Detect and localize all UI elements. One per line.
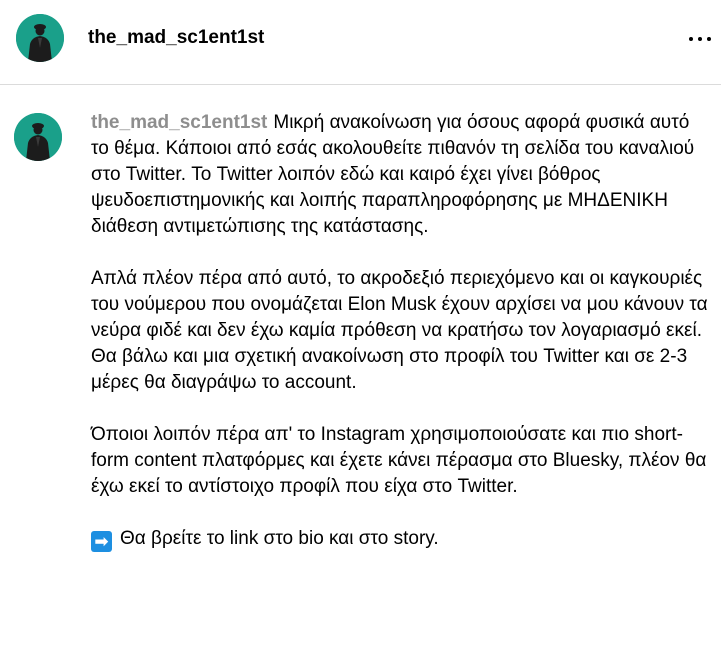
caption-paragraph: [91, 526, 709, 552]
avatar[interactable]: [16, 14, 64, 62]
more-options-button[interactable]: [683, 24, 717, 54]
header-username[interactable]: the_mad_sc1ent1st: [88, 27, 265, 48]
caption-paragraph-text: Θα βρείτε το link στο bio και στο story.: [120, 528, 439, 549]
caption-paragraph-text: Μικρή ανακοίνωση για όσους αφορά φυσικά αυτό το θέμα. Κάποιοι από εσάς ακολουθείτε πιθανόν τη σελίδα του καναλιού στο Twitter. Το Twitter λοιπόν εδώ και καιρό έχει γίνει βόθρος ψευδοεπιστημονικής και λοιπής παραπληροφόρησης με ΜΗΔΕΝΙΚΗ διάθεση αντιμετώπισης της κατάστασης.: [91, 112, 695, 237]
profile-picture-icon: [16, 14, 64, 62]
profile-picture-icon: [14, 113, 62, 161]
more-dot-icon: [689, 37, 693, 41]
caption-text: [91, 110, 709, 552]
more-dot-icon: [707, 37, 711, 41]
post-header: [0, 0, 721, 85]
caption-paragraph: Απλά πλέον πέρα από αυτό, το ακροδεξιό περιεχόμενο και οι καγκουριές του νούμερου που ονομάζεται Elon Musk έχουν αρχίσει να μου κάνουν τα νεύρα φιδέ και δεν έχω καμία πρόθεση να κρατήσω τον λογαριασμό εκεί. Θα βάλω και μια σχετική ανακοίνωση στο προφίλ του Twitter και σε 2-3 μέρες θα διαγράψω το account.: [91, 268, 708, 393]
caption-username[interactable]: the_mad_sc1ent1st: [91, 112, 268, 133]
more-dot-icon: [698, 37, 702, 41]
caption-avatar[interactable]: [14, 113, 62, 161]
right-arrow-emoji-icon: ➡: [91, 531, 112, 552]
caption-paragraph: [91, 110, 709, 240]
caption-paragraph: Όποιοι λοιπόν πέρα απ' το Instagram χρησιμοποιούσατε και πιο short-form content πλατφόρμες και έχετε κάνει πέρασμα στο Bluesky, πλέον θα έχω εκεί το αντίστοιχο προφίλ που είχα στο Twitter.: [91, 424, 707, 497]
